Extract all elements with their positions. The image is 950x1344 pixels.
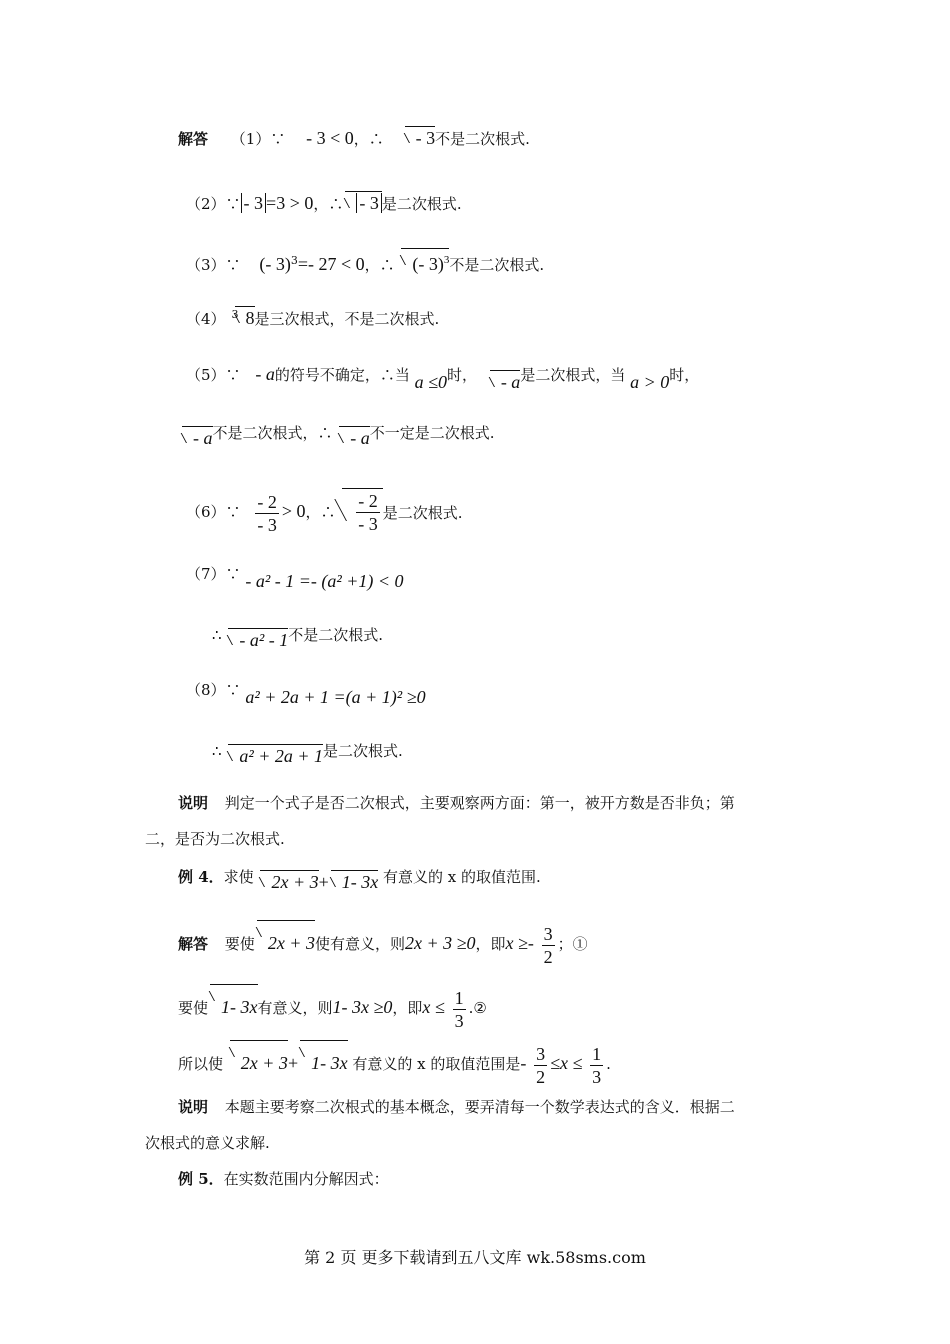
fraction: $\frac{1}{3}$ <box>454 987 464 1031</box>
solution-line-8: （8）∵ a² + 2a + 1 =(a + 1)² ≥0 <box>186 681 426 707</box>
note-2-cont: 次根式的意义求解. <box>145 1134 270 1152</box>
solution-line-6: （6）∵ $\frac{- 2}{- 3}$ > 0，∴ $\frac{- 2}{- 3}$ 是二次根式. <box>186 488 463 536</box>
note-2: 说明 本题主要考察二次根式的基本概念，要弄清每一个数学表达式的含义．根据二 <box>178 1098 735 1116</box>
abs-value: - 3 <box>241 193 267 213</box>
math-expr: - 3 < 0 <box>306 128 354 148</box>
radical: a² + 2a + 1 <box>228 744 323 767</box>
solution-line-8b: ∴ a² + 2a + 1是二次根式. <box>212 742 403 766</box>
answer-label: 解答 <box>178 130 209 148</box>
radical: 2x + 3 <box>260 870 318 893</box>
example-label: 例 4． <box>178 868 224 886</box>
radical: - a² - 1 <box>228 628 288 651</box>
answer-label: 解答 <box>178 935 209 953</box>
solution-line-5: （5）∵ - a的符号不确定，∴当 a ≤0时， - a是二次根式，当 a > 0时， <box>186 364 700 392</box>
solution-line-7: （7）∵ - a² - 1 =- (a² +1) < 0 <box>186 565 404 591</box>
solution-line-3: （3）∵ (- 3)$^3$=- 27 < 0，∴ (- 3)$^3$不是二次根式. <box>186 248 544 276</box>
math-expr: - a² - 1 =- (a² +1) < 0 <box>245 571 404 591</box>
math-expr: a² + 2a + 1 =(a + 1)² ≥0 <box>245 687 426 707</box>
note-1: 说明 判定一个式子是否二次根式，主要观察两方面：第一，被开方数是否非负；第 <box>178 794 735 812</box>
solution-line-7b: ∴ - a² - 1不是二次根式. <box>212 626 383 650</box>
radical: - a <box>182 426 213 449</box>
radical: $\frac{- 2}{- 3}$ <box>342 488 383 535</box>
fraction: $\frac{3}{2}$ <box>543 923 553 967</box>
radical: 2x + 3 <box>230 1040 288 1085</box>
example-5: 例 5．在实数范围内分解因式： <box>178 1170 389 1188</box>
answer-line-3: 所以使 2x + 3+ 1- 3x 有意义的 x 的取值范围是- $\frac{3}{2}$ ≤x ≤ $\frac{1}{3}$ . <box>178 1040 611 1088</box>
radical: 1- 3x <box>331 870 378 893</box>
fraction: $\frac{- 2}{- 3}$ <box>257 491 277 535</box>
radical: 1- 3x <box>210 984 257 1029</box>
solution-line-2: （2）∵ - 3 =3 > 0，∴ - 3 是二次根式. <box>186 193 462 213</box>
radical: - a <box>490 370 521 393</box>
answer-line-2: 要使 1- 3x有意义，则1- 3x ≥0，即x ≤ $\frac{1}{3}$ .② <box>178 984 487 1032</box>
page-footer: 第 2 页 更多下载请到五八文库 wk.58sms.com <box>304 1248 646 1267</box>
solution-line-1: 解答 （1）∵ - 3 < 0，∴ - 3不是二次根式. <box>178 128 530 148</box>
answer-line-1: 解答 要使 2x + 3使有意义，则2x + 3 ≥0，即x ≥- $\frac{3}{2}$ ；① <box>178 920 588 968</box>
cube-root: 8 <box>235 306 255 329</box>
fraction: $\frac{3}{2}$ <box>536 1043 546 1087</box>
radical: (- 3)$^3$ <box>401 248 449 275</box>
note-label: 说明 <box>178 1098 209 1116</box>
note-1-cont: 二，是否为二次根式. <box>145 830 285 848</box>
example-label: 例 5． <box>178 1170 224 1188</box>
example-4: 例 4．求使 2x + 3+ 1- 3x 有意义的 x 的取值范围. <box>178 868 541 892</box>
solution-line-5b: - a不是二次根式，∴ - a不一定是二次根式. <box>180 420 495 444</box>
fraction: $\frac{1}{3}$ <box>592 1043 602 1087</box>
radical: 1- 3x <box>300 1040 347 1085</box>
radical: - 3 <box>405 126 436 149</box>
radical: - a <box>339 426 370 449</box>
note-label: 说明 <box>178 794 209 812</box>
radical: 2x + 3 <box>257 920 315 965</box>
solution-line-4: （4） $^3$ 8是三次根式，不是二次根式. <box>186 308 440 328</box>
radical: - 3 <box>345 191 382 214</box>
